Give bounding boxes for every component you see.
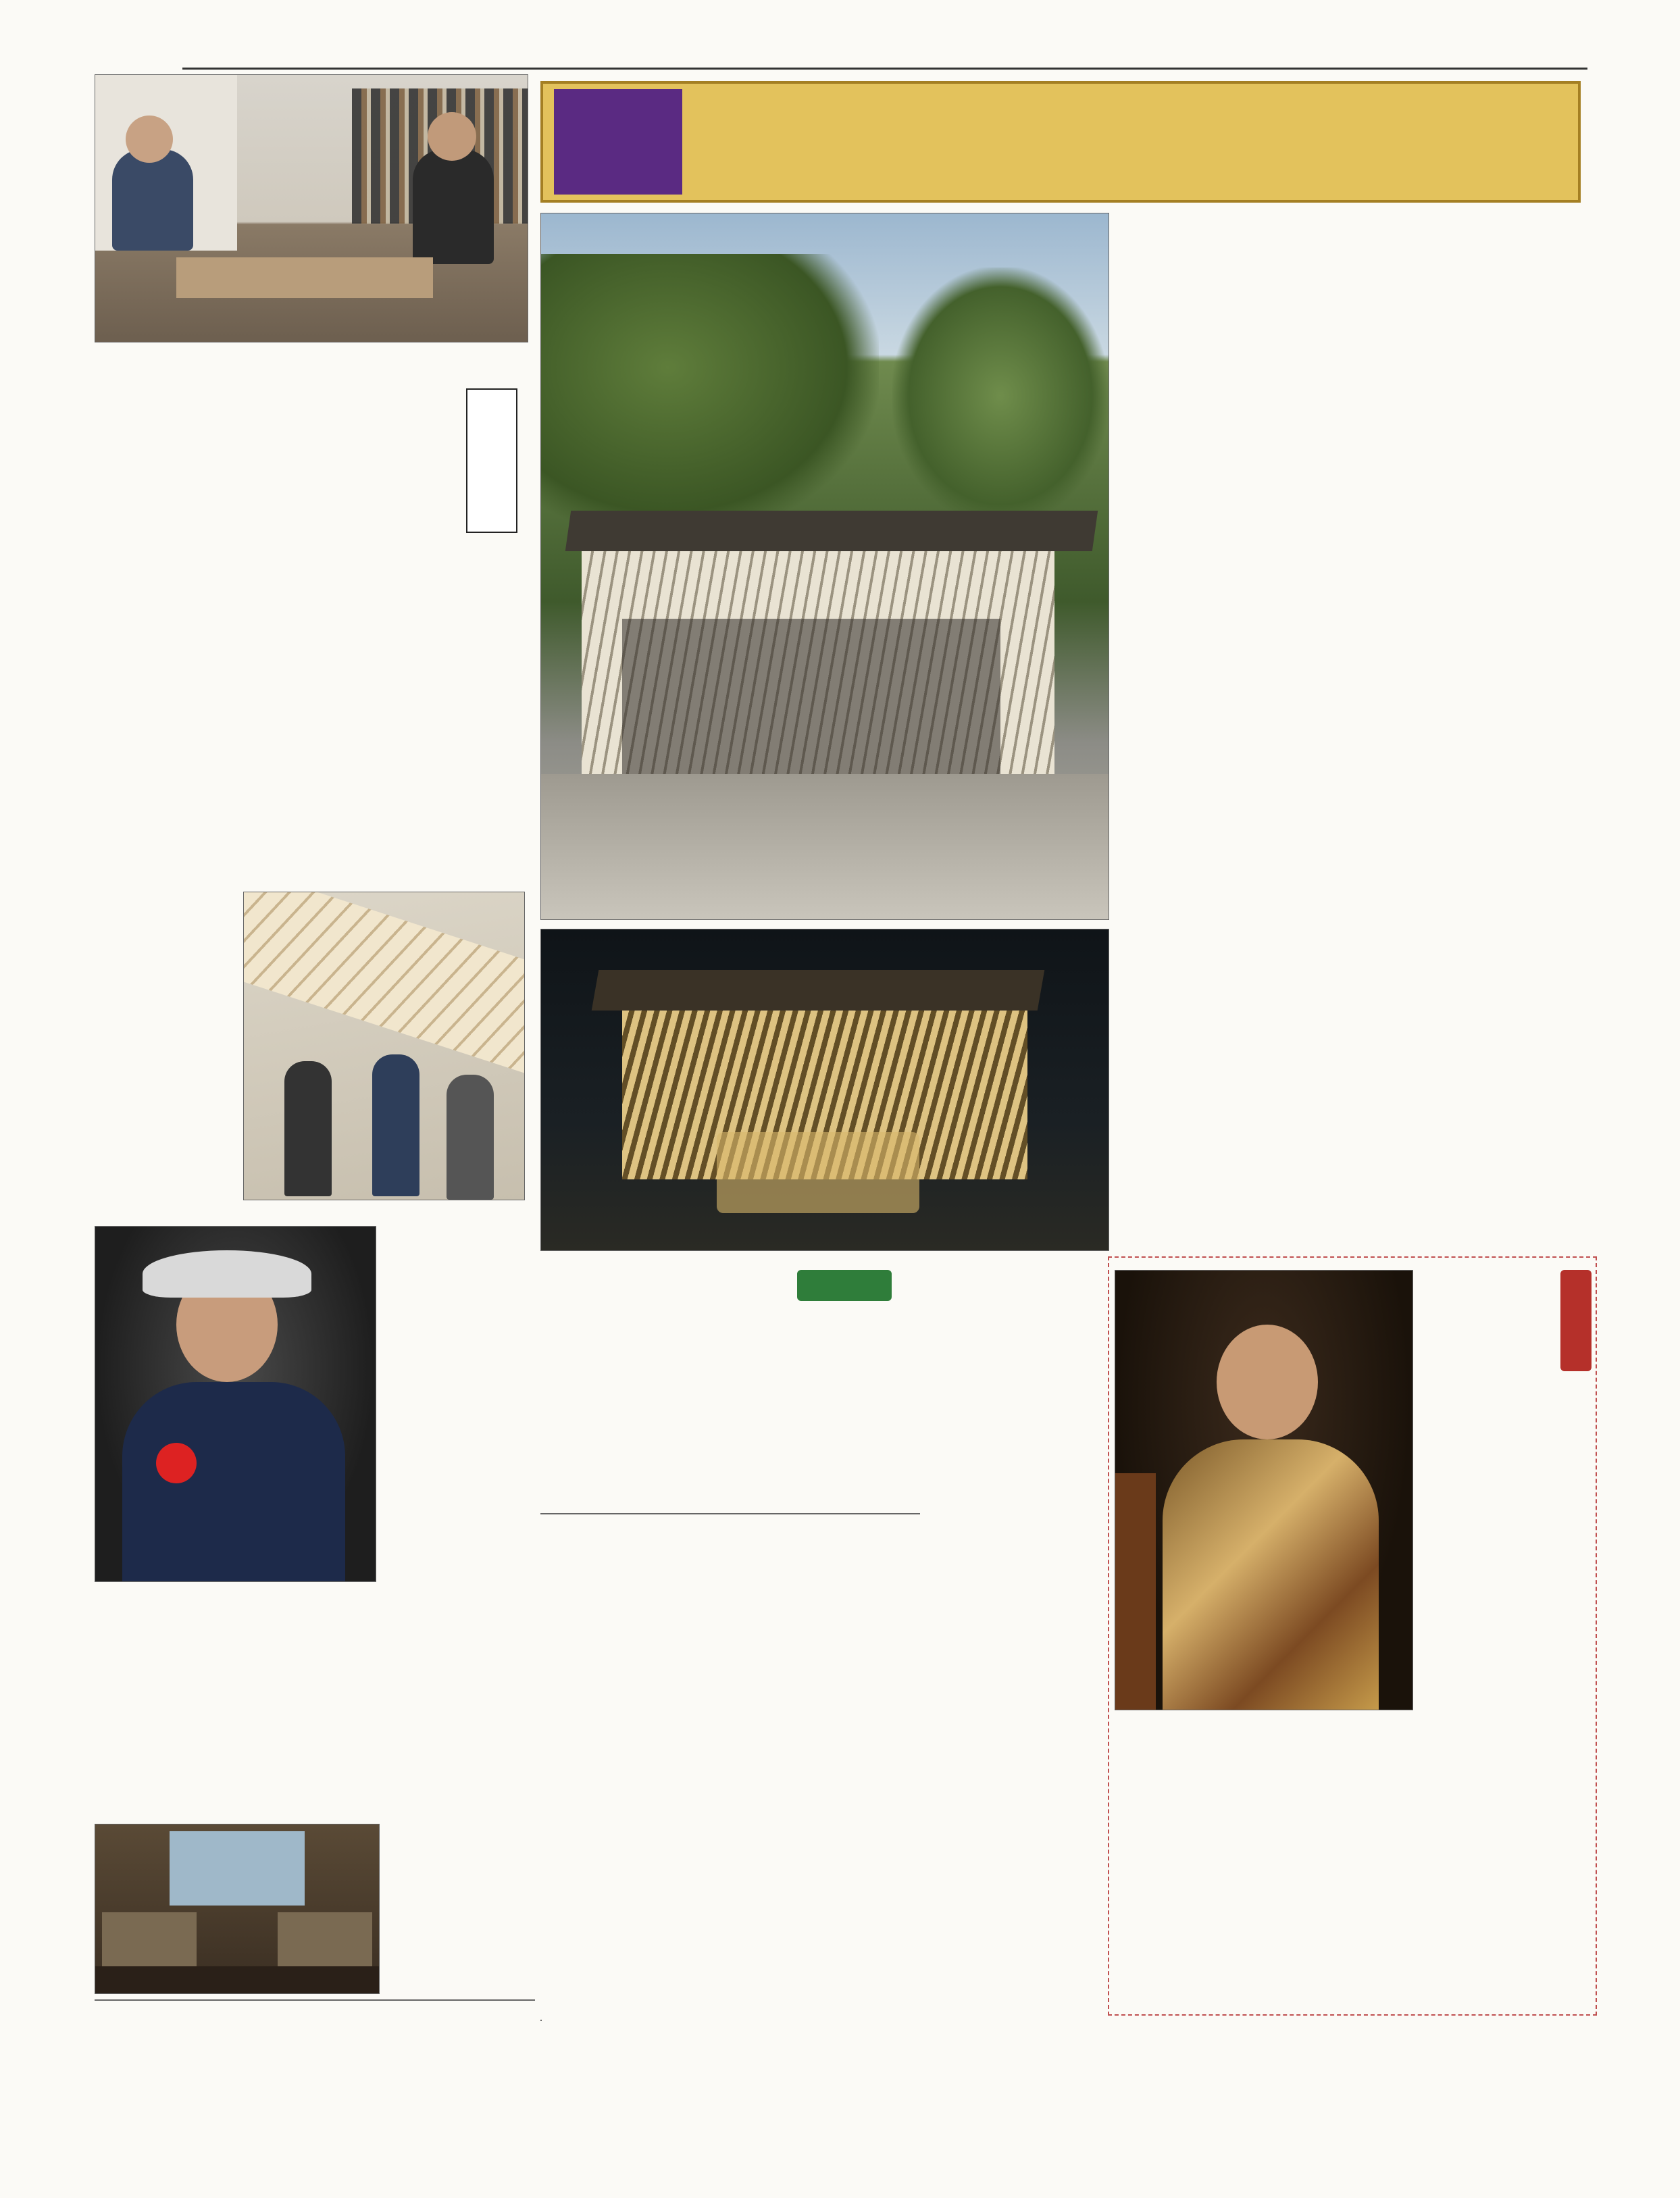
aerial-photo (95, 1999, 535, 2001)
jushoku-body (1419, 1270, 1554, 1702)
kuma-speech-body (898, 1263, 1101, 1668)
kuma-speech-body-3 (540, 1675, 1101, 2013)
lecture-body-2 (385, 1824, 534, 2013)
jushoku-label (1560, 1270, 1592, 1371)
header-rule (182, 68, 1587, 70)
interview-photo (95, 74, 528, 342)
interview-body (95, 385, 392, 885)
lead-body-cont (1115, 932, 1533, 1243)
kuma-podium-photo (95, 1226, 376, 1582)
lecture-body (95, 1591, 399, 1814)
lightup-photo (540, 929, 1109, 1251)
kuma-speech-label (797, 1270, 892, 1301)
pillars-photo (540, 1513, 920, 1514)
lead-body (1115, 216, 1392, 919)
interview-label (466, 388, 517, 533)
lecture-photo (95, 1824, 380, 1994)
group-photo (540, 2020, 542, 2021)
wood-structure-photo (243, 892, 525, 1200)
kuma-speech-body-2 (540, 1263, 770, 1668)
banner (540, 81, 1581, 203)
kuma-body-left (385, 1226, 534, 1577)
main-kyakuden-photo (540, 213, 1109, 920)
banner-place-box (554, 89, 682, 195)
jushoku-body-cont (1118, 1763, 1584, 2006)
jushoku-photo (1115, 1270, 1413, 1710)
